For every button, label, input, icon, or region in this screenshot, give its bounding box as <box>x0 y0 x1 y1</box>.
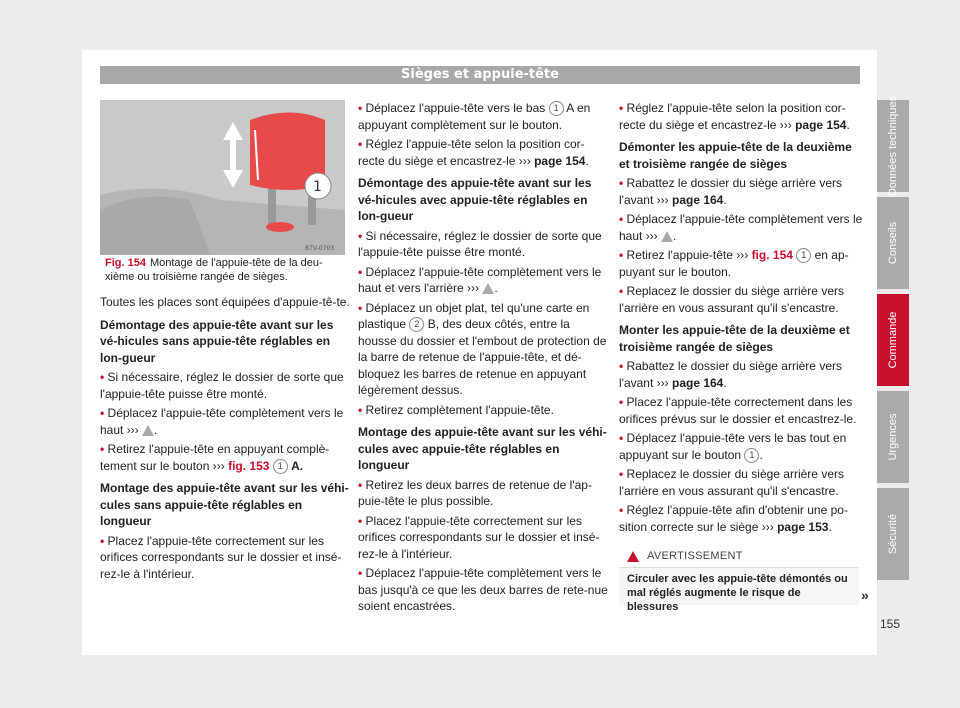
list-item: • Replacez le dossier du siège arrière vers l'arrière en vous assurant qu'il s'encastre. <box>619 283 863 316</box>
warning-triangle-icon <box>627 551 639 562</box>
list-item: • Déplacez un objet plat, tel qu'une carte en plastique 2 B, des deux côtés, entre la housse du dossier et l'embout de protection de la barre de retenue de l'appuie-tête, et dé-bloquez les barres de retenue en appuyant légèrement dessus. <box>358 300 608 399</box>
section-heading: Démontage des appuie-tête avant sur les vé-hicules avec appuie-tête réglables en lon-gueur <box>358 176 592 223</box>
page-number: 155 <box>880 617 901 631</box>
list-item: • Placez l'appuie-tête correctement dans les orifices prévus sur le dossier et encastrez-le. <box>619 394 863 427</box>
list-item: • Retirez l'appuie-tête ››› fig. 154 1 en ap-puyant sur le bouton. <box>619 247 863 280</box>
callout-number: 1 <box>273 459 288 474</box>
warning-icon <box>142 425 154 436</box>
warning-header <box>619 545 859 568</box>
list-item: • Replacez le dossier du siège arrière vers l'arrière en vous assurant qu'il s'encastre. <box>619 466 863 499</box>
warning-icon <box>482 283 494 294</box>
section-heading: Démonter les appuie-tête de la deuxième et troisième rangée de sièges <box>619 140 852 171</box>
list-item: • Retirez l'appuie-tête en appuyant complè-tement sur le bouton ››› fig. 153 1 A. <box>100 441 352 474</box>
figure-callout-1: 1 <box>313 179 322 195</box>
figure-code: B7V-0703 <box>305 245 335 252</box>
page-link[interactable]: page 154 <box>534 153 586 168</box>
figure-caption-text: Montage de l'appuie-tête de la deu-xième ou troisième rangée de sièges. <box>105 257 323 283</box>
list-item: • Déplacez l'appuie-tête complètement vers le bas jusqu'à ce que les deux barres de rete-nue soient encastrées. <box>358 565 608 615</box>
tab-donnees-techniques[interactable]: Données techniques <box>877 100 909 192</box>
section-heading: Démontage des appuie-tête avant sur les vé-hicules sans appuie-tête réglables en lon-gueur <box>100 317 334 365</box>
list-item: • Rabattez le dossier du siège arrière vers l'avant ››› page 164. <box>619 175 863 208</box>
list-item: • Retirez les deux barres de retenue de l'ap-puie-tête le plus possible. <box>358 477 608 510</box>
list-item: • Déplacez l'appuie-tête complètement vers le haut ››› . <box>100 405 352 438</box>
callout-number: 2 <box>409 317 424 332</box>
tab-securite[interactable]: Sécurité <box>877 488 909 580</box>
callout-number: 1 <box>549 101 564 116</box>
warning-text: Circuler avec les appuie-tête démontés ou mal réglés augmente le risque de blessures <box>627 573 848 613</box>
tab-commande[interactable]: Commande <box>877 294 909 386</box>
list-item: • Réglez l'appuie-tête selon la position cor-recte du siège et encastrez-le ››› page 154. <box>619 100 863 133</box>
figure-label: Fig. 154 <box>105 257 146 269</box>
list-item: • Rabattez le dossier du siège arrière vers l'avant ››› page 164. <box>619 358 863 391</box>
list-item: • Déplacez l'appuie-tête vers le bas tout en appuyant sur le bouton 1 . <box>619 430 863 463</box>
list-item: • Si nécessaire, réglez le dossier de sorte que l'appuie-tête puisse être monté. <box>100 369 352 402</box>
page-link[interactable]: page 164 <box>671 375 724 390</box>
section-heading: Monter les appuie-tête de la deuxième et troisième rangée de sièges <box>619 323 850 354</box>
tab-conseils[interactable]: Conseils <box>877 197 909 289</box>
list-item: • Réglez l'appuie-tête afin d'obtenir une po-sition correcte sur le siège ››› page 153. <box>619 502 863 535</box>
figure-caption <box>105 256 345 284</box>
warning-icon <box>661 231 673 242</box>
list-item: • Si nécessaire, réglez le dossier de sorte que l'appuie-tête puisse être monté. <box>358 228 608 261</box>
list-item: • Placez l'appuie-tête correctement sur les orifices correspondants sur le dossier et insé-rez-le à l'intérieur. <box>358 513 608 563</box>
list-item: • Réglez l'appuie-tête selon la position cor-recte du siège et encastrez-le ››› page 154. <box>358 136 608 169</box>
page-header: Sièges et appuie-tête <box>100 66 860 84</box>
headrest-illustration <box>100 100 345 255</box>
page-link[interactable]: page 164 <box>671 192 724 207</box>
warning-box <box>619 545 859 613</box>
section-heading: Montage des appuie-tête avant sur les véhi-cules sans appuie-tête réglables en longueur <box>100 481 349 528</box>
figure-link[interactable]: fig. 153 <box>228 458 270 473</box>
list-item: • Déplacez l'appuie-tête vers le bas 1 A en appuyant complètement sur le bouton. <box>358 100 608 133</box>
column-3 <box>619 100 863 538</box>
intro-text: Toutes les places sont équipées d'appuie-tê-te. <box>100 295 350 309</box>
figure-headrest <box>100 100 345 255</box>
page-link[interactable]: page 153 <box>777 519 829 534</box>
list-item: • Placez l'appuie-tête correctement sur les orifices correspondants sur le dossier et insé-rez-le à l'intérieur. <box>100 533 352 583</box>
warning-title: AVERTISSEMENT <box>647 550 743 562</box>
figure-link[interactable]: fig. 154 <box>751 248 793 262</box>
continue-icon: » <box>861 587 869 603</box>
column-1 <box>100 294 352 585</box>
list-item: • Retirez complètement l'appuie-tête. <box>358 402 608 419</box>
list-item: • Déplacez l'appuie-tête complètement vers le haut ››› . <box>619 211 863 244</box>
list-item: • Déplacez l'appuie-tête complètement vers le haut et vers l'arrière ››› . <box>358 264 608 297</box>
column-2 <box>358 100 608 618</box>
tab-urgences[interactable]: Urgences <box>877 391 909 483</box>
page-link[interactable]: page 154 <box>795 117 847 132</box>
callout-number: 1 <box>744 448 759 463</box>
callout-number: 1 <box>796 248 811 263</box>
section-heading: Montage des appuie-tête avant sur les véhi-cules avec appuie-tête réglables en longueur <box>358 425 607 472</box>
